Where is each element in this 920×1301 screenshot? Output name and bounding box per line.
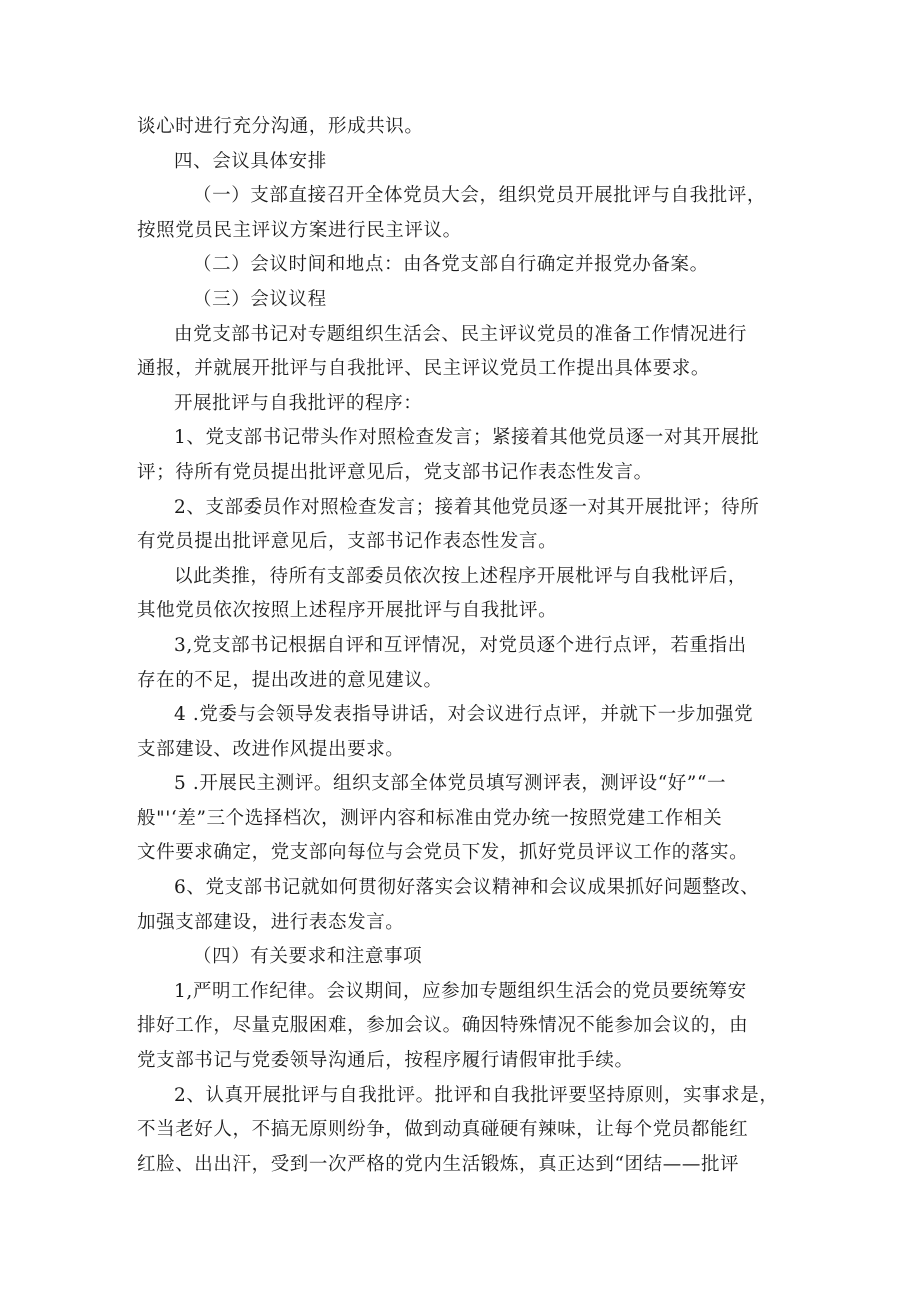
text-line: 评；待所有党员提出批评意见后，党支部书记作表态性发言。 [137, 461, 653, 483]
text-line: 以此类推，待所有支部委员依次按上述程序开展枇评与自我枇评后， [174, 565, 748, 587]
text-line: 1,严明工作纪律。会议期间，应参加专题组织生活会的党员要统筹安 [174, 980, 747, 1002]
text-line: 四、会议具体安排 [174, 150, 327, 172]
text-line: 5 .开展民主测评。组织支部全体党员填写测评表，测评设“好”“一 [174, 773, 727, 795]
text-line: 4 .党委与会领导发表指导讲话，对会议进行点评，并就下一步加强党 [174, 704, 754, 726]
text-line: 支部建设、改进作风提出要求。 [137, 738, 405, 760]
text-line: 2、支部委员作对照检查发言；接着其他党员逐一对其开展批评；待所 [174, 496, 760, 518]
text-line: 党支部书记与党委领导沟通后，按程序履行请假审批手续。 [137, 1050, 634, 1072]
text-line: （四）有关要求和注意事项 [193, 946, 423, 968]
text-line: 1、党支部书记带头作对照检查发言；紧接着其他党员逐一对其开展批 [174, 427, 760, 449]
text-line: 文件要求确定，党支部向每位与会党员下发，抓好党员评议工作的落实。 [137, 842, 749, 864]
text-line: 开展批评与自我批评的程序： [174, 392, 423, 414]
text-line: 般"'‘差”三个选择档次，测评内容和标准由党办统一按照党建工作相关 [137, 807, 723, 829]
text-line: 按照党员民主评议方案进行民主评议。 [137, 219, 462, 241]
text-line: 由党支部书记对专题组织生活会、民主评议党员的准备工作情况进行 [174, 323, 748, 345]
text-line: 2、认真开展批评与自我批评。批评和自我批评要坚持原则，实事求是， [174, 1084, 779, 1106]
text-line: 3,党支部书记根据自评和互评情况，对党员逐个进行点评，若重指出 [174, 634, 747, 656]
text-line: （一）支部直接召开全体党员大会，组织党员开展批评与自我批评， [193, 185, 767, 207]
text-line: 加强支部建设，进行表态发言。 [137, 911, 405, 933]
text-line: 有党员提出批评意见后，支部书记作表态性发言。 [137, 531, 558, 553]
text-line: 6、党支部书记就如何贯彻好落实会议精神和会议成果抓好问题整改、 [174, 877, 760, 899]
text-line: （二）会议时间和地点：由各党支部自行确定并报党办备案。 [193, 254, 709, 276]
document-body [137, 110, 787, 1182]
text-line: 排好工作，尽量克服困难，参加会议。确因特殊情况不能参加会议的，由 [137, 1015, 749, 1037]
text-line: 其他党员依次按照上述程序开展批评与自我批评。 [137, 600, 558, 622]
text-line: 存在的不足，提出改进的意见建议。 [137, 669, 443, 691]
text-line: 谈心时进行充分沟通，形成共识。 [137, 116, 424, 137]
text-line: 通报，并就展开批评与自我批评、民主评议党员工作提出具体要求。 [137, 358, 711, 380]
text-line: 不当老好人，不搞无原则纷争，做到动真碰硬有辣味，让每个党员都能红 [137, 1119, 749, 1141]
text-line: 红脸、出出汗，受到一次严格的党内生活锻炼，真正达到“团结——批评 [137, 1153, 740, 1175]
text-line: （三）会议议程 [193, 288, 327, 310]
